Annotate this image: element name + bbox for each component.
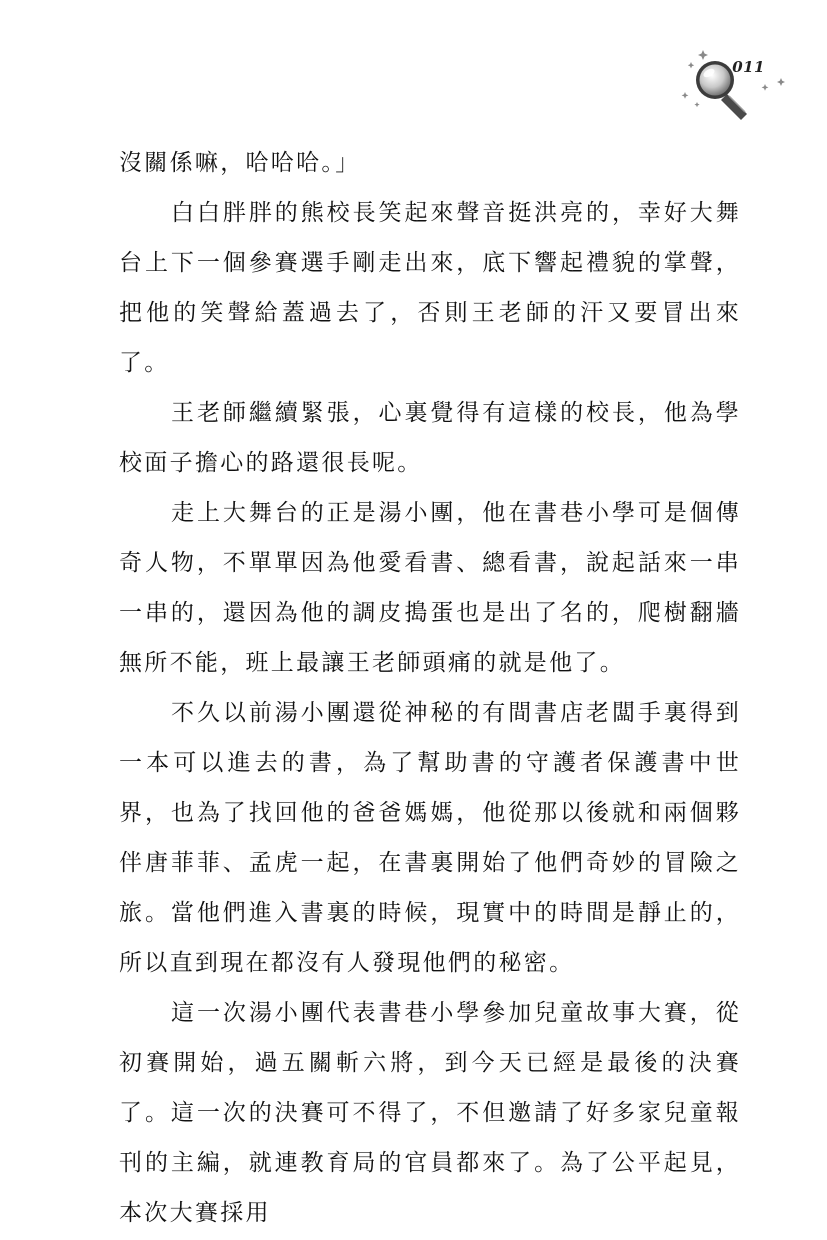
- page-number: 011: [732, 58, 765, 76]
- paragraph: 王老師繼續緊張，心裏覺得有這樣的校長，他為學校面子擔心的路還很長呢。: [119, 400, 741, 476]
- body-text: [119, 138, 741, 1238]
- magnifying-glass-icon: [671, 40, 791, 124]
- page-header: [671, 40, 791, 124]
- paragraph: 不久以前湯小團還從神秘的有間書店老闆手裏得到一本可以進去的書，為了幫助書的守護者保護書中世界，也為了找回他的爸爸媽媽，他從那以後就和兩個夥伴唐菲菲、孟虎一起，在書裏開始了他們奇妙的冒險之旅。當他們進入書裏的時候，現實中的時間是靜止的，所以直到現在都沒有人發現他們的秘密。: [119, 700, 741, 976]
- paragraph: 這一次湯小團代表書巷小學參加兒童故事大賽，從初賽開始，過五關斬六將，到今天已經是最後的決賽了。這一次的決賽可不得了，不但邀請了好多家兒童報刊的主編，就連教育局的官員都來了。為了公平起見，本次大賽採用: [119, 1000, 741, 1226]
- paragraph: 白白胖胖的熊校長笑起來聲音挺洪亮的，幸好大舞台上下一個參賽選手剛走出來，底下響起禮貌的掌聲，把他的笑聲給蓋過去了，否則王老師的汗又要冒出來了。: [119, 200, 741, 376]
- paragraph: 沒關係嘛，哈哈哈。」: [119, 150, 361, 176]
- paragraph: 走上大舞台的正是湯小團，他在書巷小學可是個傳奇人物，不單單因為他愛看書、總看書，說起話來一串一串的，還因為他的調皮搗蛋也是出了名的，爬樹翻牆無所不能，班上最讓王老師頭痛的就是他了。: [119, 500, 741, 676]
